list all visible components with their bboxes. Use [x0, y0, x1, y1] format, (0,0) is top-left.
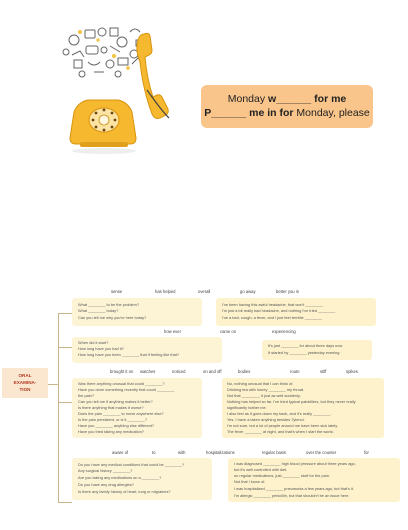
answer-line: I've a bad, cough, a fever, and I just feel terrible ________: [222, 315, 323, 320]
branch-5: [58, 502, 72, 503]
question-line: What ________ today?: [78, 308, 119, 313]
answer-line: I was diagnosed ________ high blood pressure about three years ago,: [234, 461, 356, 466]
question-line: Does the pain ________ to move anywhere else?: [78, 411, 164, 416]
telephone-illustration: [52, 20, 182, 170]
branch-1: [48, 384, 58, 385]
question-line: Can you tell me if anything makes it better?: [78, 399, 153, 404]
question-line: Any surgical history ________?: [78, 468, 133, 473]
answer-line: I was hospitalized ________ pneumonia a few years ago, but that's it.: [234, 486, 354, 491]
answer-line: I also feel as it goes down my back, and it's really ________.: [227, 411, 332, 416]
word-bank-item: spikes: [346, 369, 358, 374]
answer-line: I'm just a bit really bad headache, and nothing I've tried ________: [222, 308, 336, 313]
question-line: What ________ to be the problem?: [78, 302, 139, 307]
branch-3: [58, 347, 72, 348]
answer-line: Not that ________, it just as well suddenly.: [227, 393, 301, 398]
question-line: Have you ________ anything else different?: [78, 423, 155, 428]
callout-line-1: Monday w______ for me: [227, 93, 347, 105]
word-bank-item: watches: [140, 369, 156, 374]
answer-line: I've been having this awful headache, that won't ________: [222, 302, 323, 307]
question-line: Is there any family history of heart, lung or migraines?: [78, 489, 171, 494]
question-line: Do you have any drug allergies?: [78, 482, 134, 487]
answer-line: Not that I know of.: [234, 479, 266, 484]
oral-examination-label: ORAL EXAMINA- TION: [2, 368, 48, 398]
word-bank-item: overall: [198, 289, 211, 294]
question-line: Is the pain persistent, or is it ________?: [78, 417, 147, 422]
question-line: Have you tried taking any medication?: [78, 429, 144, 434]
telephone-base-icon: [70, 100, 136, 154]
word-bank-item: on and off: [203, 369, 222, 374]
word-bank-item: with: [178, 450, 186, 455]
question-line: When did it start?: [78, 340, 109, 345]
word-bank-item: stiff: [320, 369, 327, 374]
question-line: Do you have any medical conditions that could be ________?: [78, 462, 185, 467]
handset-icon: [137, 33, 169, 118]
answer-line: Drinking tea with honey ________ my throat.: [227, 387, 305, 392]
question-line: How long have you been ________ that if feeling like that?: [78, 352, 180, 357]
word-bank-item: came on: [220, 329, 237, 334]
branch-2: [58, 313, 72, 314]
question-line: the pain?: [78, 393, 95, 398]
answer-line: It's just ________ for about three days now: [268, 343, 343, 348]
question-line: Was there anything unusual that could ________?: [78, 381, 165, 386]
word-bank-item: has helped: [155, 289, 176, 294]
word-bank-item: bodies: [238, 369, 251, 374]
answer-line: significantly bother me.: [227, 405, 267, 410]
answer-line: Yes, I have a taken anything besides Tylenol.: [227, 417, 305, 422]
word-bank-item: to: [152, 450, 156, 455]
word-bank-item: experiencing: [272, 329, 296, 334]
callout-line-2: P______ me in for Monday, please: [204, 107, 370, 119]
word-bank-item: brought it on: [110, 369, 134, 374]
phrase-callout: [201, 85, 373, 128]
answer-line: The fever ________ at night, and that's when I start the worst.: [227, 429, 334, 434]
question-line: Have you done something recently that could ________: [78, 387, 175, 392]
mindmap-trunk: [58, 313, 59, 503]
question-line: How long have you had it?: [78, 346, 124, 351]
word-bank-item: regular basis: [262, 450, 286, 455]
word-bank-item: go away: [240, 289, 256, 294]
answer-line: No, nothing unusual that I can think of.: [227, 381, 294, 386]
word-bank-item: better you in: [276, 289, 300, 294]
word-bank-item: over the counter: [306, 450, 337, 455]
answer-line: It started by ________ yesterday evening: [268, 350, 340, 355]
word-bank-item: noticed: [172, 369, 186, 374]
question-line: Is there anything that makes it worse?: [78, 405, 144, 410]
answer-line: on regular medications, just ________ stuff for the pain.: [234, 473, 330, 478]
word-bank-item: route: [290, 369, 300, 374]
answer-line: Nothing has helped so far. I've tried typical painkillers, but they never really: [227, 399, 356, 404]
word-bank-item: how ever: [164, 329, 181, 334]
word-bank-item: aware of: [112, 450, 129, 455]
word-bank-item: sense: [111, 289, 123, 294]
answer-line: but it's well controlled with diet.: [234, 467, 288, 472]
answer-line: I'm not sure, but a lot of people around me have been sick lately.: [227, 423, 338, 428]
doodle-icons: [63, 28, 145, 77]
branch-4: [58, 402, 72, 403]
answer-line: I'm allergic ________ penicillin, but that shouldn't be an issue here.: [234, 493, 350, 498]
question-line: Are you taking any medications on a ________?: [78, 475, 162, 480]
question-line: Can you tell me why you're here today?: [78, 315, 147, 320]
word-bank-item: hospitalizations: [206, 450, 235, 455]
word-bank-item: for: [364, 450, 369, 455]
